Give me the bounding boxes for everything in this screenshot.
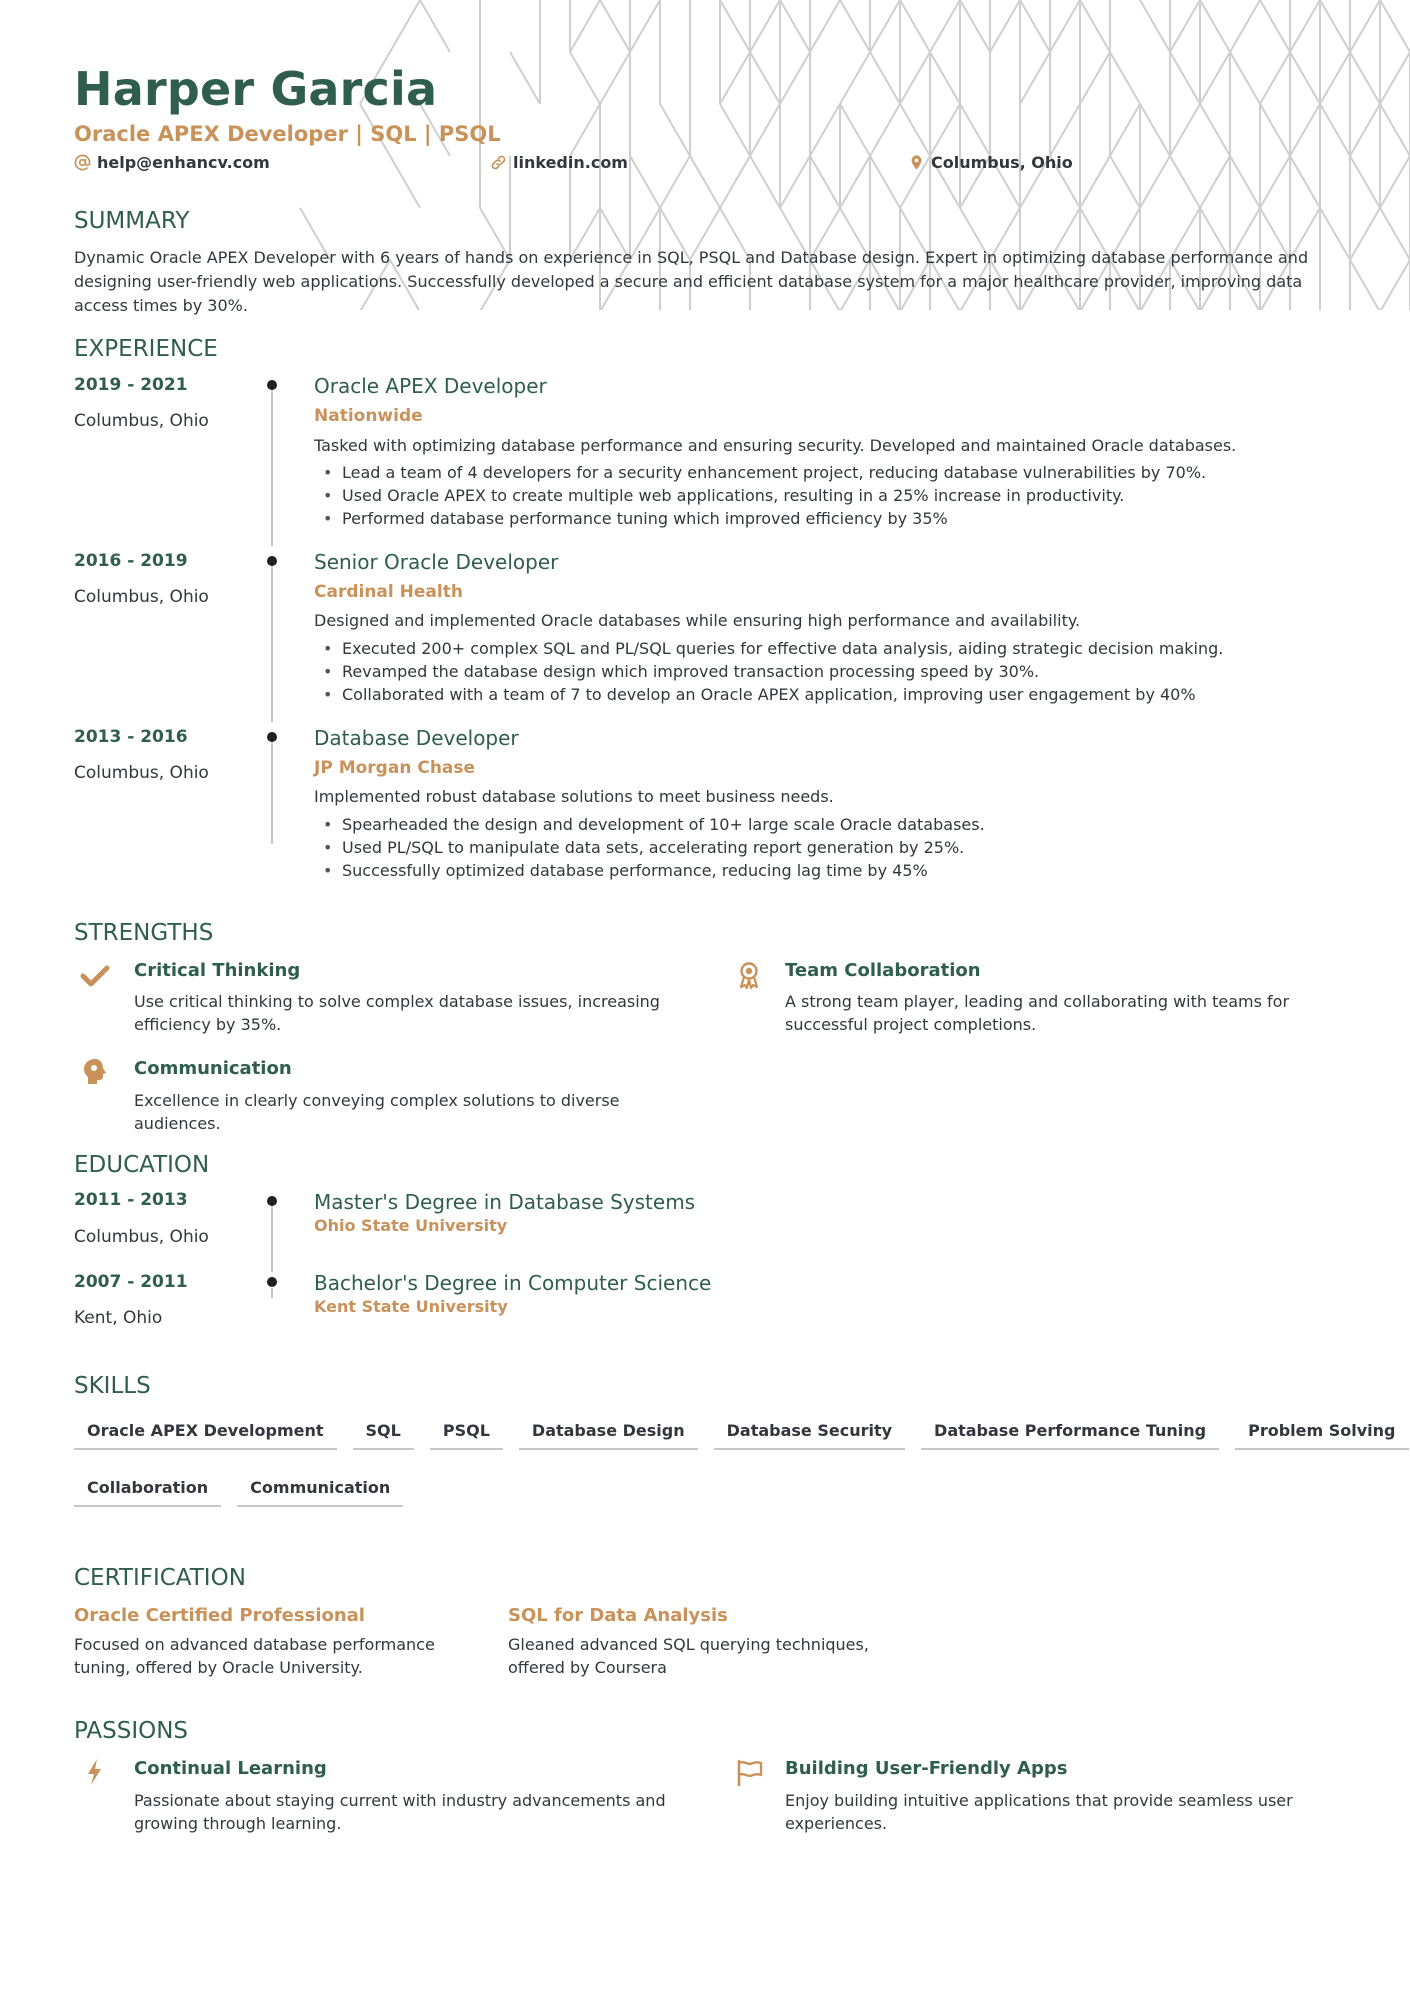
passion-title: Continual Learning <box>134 1758 327 1779</box>
pattern-line <box>840 52 870 104</box>
education-school: Ohio State University <box>314 1216 508 1235</box>
pattern-line <box>570 52 600 104</box>
job-bullet: • Used PL/SQL to manipulate data sets, accelerating report generation by 25%. <box>314 836 985 859</box>
pattern-line <box>570 0 600 52</box>
pattern-line <box>780 0 810 52</box>
pattern-line <box>900 104 930 156</box>
pattern-line <box>1050 104 1080 156</box>
pattern-line <box>810 0 840 52</box>
pattern-line <box>1350 312 1380 330</box>
job-description: Designed and implemented Oracle databases while ensuring high performance and availability. <box>314 611 1081 630</box>
job-location: Columbus, Ohio <box>74 763 209 783</box>
timeline-dot <box>267 556 277 566</box>
pattern-line <box>690 156 720 208</box>
job-dates: 2019 - 2021 <box>74 375 188 395</box>
strength-description: A strong team player, leading and collaborating with teams for successful project completions. <box>785 992 1290 1034</box>
job-title: Senior Oracle Developer <box>314 550 559 574</box>
contact-linkedin[interactable] <box>490 153 628 172</box>
award-icon <box>734 960 764 990</box>
pattern-line <box>1260 104 1290 156</box>
pattern-line <box>1170 156 1200 208</box>
flag-icon <box>734 1757 764 1787</box>
pattern-line <box>1320 0 1350 52</box>
certification-title: SQL for Data Analysis <box>508 1605 728 1626</box>
pattern-line <box>1170 0 1200 52</box>
pattern-line <box>1080 0 1110 52</box>
contact-location <box>908 153 1073 172</box>
certification-heading: CERTIFICATION <box>74 1565 246 1591</box>
timeline-dot <box>267 380 277 390</box>
pattern-line <box>930 104 960 156</box>
pattern-line <box>1050 0 1080 52</box>
pattern-line <box>1200 0 1230 52</box>
timeline-line <box>271 390 273 546</box>
pattern-line <box>1200 104 1230 156</box>
job-bullet: • Collaborated with a team of 7 to develop an Oracle APEX application, improving user engagement by 40% <box>314 683 1223 706</box>
pattern-line <box>1320 52 1350 104</box>
link-icon <box>490 154 507 171</box>
strength-title: Critical Thinking <box>134 960 301 981</box>
checkmark-icon <box>80 960 110 990</box>
job-bullet: • Spearheaded the design and development of 10+ large scale Oracle databases. <box>314 813 985 836</box>
job-bullet: • Successfully optimized database performance, reducing lag time by 45% <box>314 859 985 882</box>
pattern-line <box>1320 104 1350 156</box>
passions-heading: PASSIONS <box>74 1718 189 1744</box>
job-bullet: • Lead a team of 4 developers for a security enhancement project, reducing database vulnerabilities by 70%. <box>314 461 1206 484</box>
pattern-line <box>1080 156 1110 208</box>
pattern-line <box>750 104 780 156</box>
pattern-line <box>930 52 960 104</box>
passion-description: Passionate about staying current with industry advancements and growing through learning. <box>134 1791 666 1833</box>
pattern-line <box>1290 104 1320 156</box>
strengths-heading: STRENGTHS <box>74 920 214 946</box>
job-bullet: • Performed database performance tuning which improved efficiency by 35% <box>314 507 1206 530</box>
job-bullets <box>314 813 985 882</box>
pattern-line <box>1140 104 1170 156</box>
pattern-line <box>630 0 660 52</box>
pattern-line <box>1200 52 1230 104</box>
job-company: Nationwide <box>314 406 423 426</box>
summary-text: Dynamic Oracle APEX Developer with 6 years of hands on experience in SQL, PSQL and Database design. Expert in optimizing database performance and designing user-friendly web applications. Successfully developed a secure and efficient database system for a major healthcare provider, improving data access times by 30%. <box>74 248 1309 315</box>
job-description: Implemented robust database solutions to meet business needs. <box>314 787 834 806</box>
education-school: Kent State University <box>314 1297 508 1316</box>
candidate-title: Oracle APEX Developer | SQL | PSQL <box>74 122 501 146</box>
pattern-line <box>720 52 750 104</box>
job-dates: 2016 - 2019 <box>74 551 188 571</box>
pattern-line <box>1230 156 1260 208</box>
pattern-line <box>1170 104 1200 156</box>
pattern-line <box>810 104 840 156</box>
pattern-line <box>1260 0 1290 52</box>
pattern-line <box>390 156 420 208</box>
pattern-line <box>810 156 840 208</box>
pattern-line <box>1290 0 1320 52</box>
education-location: Columbus, Ohio <box>74 1227 209 1247</box>
pattern-line <box>750 0 780 52</box>
skills-row <box>74 1421 1409 1450</box>
pattern-line <box>570 104 600 156</box>
pattern-line <box>1350 0 1380 52</box>
pattern-line <box>900 52 930 104</box>
job-location: Columbus, Ohio <box>74 411 209 431</box>
skill-tag: PSQL <box>430 1421 503 1450</box>
pattern-line <box>1380 312 1410 330</box>
pattern-line <box>900 0 930 52</box>
job-location: Columbus, Ohio <box>74 587 209 607</box>
pattern-line <box>870 104 900 156</box>
pattern-line <box>990 0 1020 52</box>
pattern-line <box>1380 156 1410 208</box>
pattern-line <box>750 156 780 208</box>
contact-email[interactable] <box>74 153 270 172</box>
pattern-line <box>720 0 750 52</box>
pattern-line <box>930 0 960 52</box>
pattern-line <box>600 0 630 52</box>
pattern-line <box>1080 52 1110 104</box>
pattern-line <box>630 156 660 208</box>
timeline-dot <box>267 1196 277 1206</box>
timeline-line <box>271 742 273 844</box>
pattern-line <box>510 52 540 104</box>
strength-title: Communication <box>134 1058 292 1079</box>
skill-tag: Database Performance Tuning <box>921 1421 1219 1450</box>
job-bullets <box>314 637 1223 706</box>
job-bullet: • Revamped the database design which improved transaction processing speed by 30%. <box>314 660 1223 683</box>
certification-title: Oracle Certified Professional <box>74 1605 365 1626</box>
pattern-line <box>870 156 900 208</box>
strength-title: Team Collaboration <box>785 960 981 981</box>
pattern-line <box>1260 156 1290 208</box>
job-company: Cardinal Health <box>314 582 463 602</box>
pattern-line <box>1140 156 1170 208</box>
timeline-line <box>271 1288 273 1298</box>
pattern-line <box>960 104 990 156</box>
timeline-line <box>271 566 273 722</box>
pattern-line <box>1350 104 1380 156</box>
candidate-name: Harper Garcia <box>74 62 438 116</box>
job-description: Tasked with optimizing database performance and ensuring security. Developed and maintained Oracle databases. <box>314 436 1237 455</box>
education-heading: EDUCATION <box>74 1152 210 1178</box>
summary-heading: SUMMARY <box>74 208 190 234</box>
pattern-line <box>1020 52 1050 104</box>
skill-tag: Collaboration <box>74 1478 221 1507</box>
pattern-line <box>780 52 810 104</box>
pattern-line <box>1020 0 1050 52</box>
pattern-line <box>720 156 750 208</box>
skill-tag: Oracle APEX Development <box>74 1421 337 1450</box>
experience-heading: EXPERIENCE <box>74 336 218 362</box>
pattern-line <box>720 104 750 156</box>
strength-description: Use critical thinking to solve complex database issues, increasing efficiency by 35%. <box>134 992 660 1034</box>
pattern-line <box>1380 260 1410 312</box>
pattern-line <box>600 52 630 104</box>
pattern-line <box>1290 156 1320 208</box>
skills-row <box>74 1478 403 1507</box>
pattern-line <box>1380 52 1410 104</box>
location-text: Columbus, Ohio <box>931 153 1073 172</box>
pattern-line <box>1260 52 1290 104</box>
pattern-line <box>1200 156 1230 208</box>
pattern-line <box>840 156 870 208</box>
pattern-line <box>840 104 870 156</box>
job-title: Oracle APEX Developer <box>314 374 547 398</box>
timeline-line <box>271 1206 273 1272</box>
location-pin-icon <box>908 154 925 171</box>
pattern-line <box>1350 260 1380 312</box>
email-text: help@enhancv.com <box>97 153 270 172</box>
pattern-line <box>1170 52 1200 104</box>
skill-tag: Communication <box>237 1478 403 1507</box>
job-title: Database Developer <box>314 726 519 750</box>
pattern-line <box>1350 52 1380 104</box>
pattern-line <box>1290 52 1320 104</box>
skill-tag: Problem Solving <box>1235 1421 1408 1450</box>
job-dates: 2013 - 2016 <box>74 727 188 747</box>
pattern-line <box>1350 208 1380 260</box>
lightning-icon <box>80 1757 110 1787</box>
passion-title: Building User-Friendly Apps <box>785 1758 1068 1779</box>
pattern-line <box>1380 208 1410 260</box>
pattern-line <box>390 0 420 52</box>
certification-description: Gleaned advanced SQL querying techniques, offered by Coursera <box>508 1635 869 1677</box>
job-company: JP Morgan Chase <box>314 758 476 778</box>
pattern-line <box>1380 104 1410 156</box>
pattern-line <box>1110 156 1140 208</box>
skill-tag: Database Design <box>519 1421 698 1450</box>
strength-description: Excellence in clearly conveying complex solutions to diverse audiences. <box>134 1091 620 1133</box>
at-icon <box>74 154 91 171</box>
education-location: Kent, Ohio <box>74 1308 163 1328</box>
passion-description: Enjoy building intuitive applications that provide seamless user experiences. <box>785 1791 1293 1833</box>
education-dates: 2007 - 2011 <box>74 1272 188 1292</box>
pattern-line <box>1230 52 1260 104</box>
pattern-line <box>420 0 450 52</box>
job-bullet: • Executed 200+ complex SQL and PL/SQL queries for effective data analysis, aiding strategic decision making. <box>314 637 1223 660</box>
pattern-line <box>840 0 870 52</box>
pattern-line <box>1110 104 1140 156</box>
pattern-line <box>960 0 990 52</box>
pattern-line <box>750 52 780 104</box>
job-bullets <box>314 461 1206 530</box>
certification-description: Focused on advanced database performance tuning, offered by Oracle University. <box>74 1635 435 1677</box>
pattern-line <box>660 104 690 156</box>
pattern-line <box>1230 0 1260 52</box>
skill-tag: Database Security <box>714 1421 905 1450</box>
pattern-line <box>660 156 690 208</box>
pattern-line <box>870 0 900 52</box>
pattern-line <box>870 52 900 104</box>
job-bullet: • Used Oracle APEX to create multiple web applications, resulting in a 25% increase in productivity. <box>314 484 1206 507</box>
skills-heading: SKILLS <box>74 1373 151 1399</box>
education-degree: Bachelor's Degree in Computer Science <box>314 1271 712 1295</box>
education-dates: 2011 - 2013 <box>74 1190 188 1210</box>
head-icon <box>80 1056 110 1086</box>
linkedin-text: linkedin.com <box>513 153 628 172</box>
pattern-line <box>1140 0 1170 52</box>
skill-tag: SQL <box>353 1421 414 1450</box>
timeline-dot <box>267 732 277 742</box>
pattern-line <box>1350 156 1380 208</box>
pattern-line <box>1380 0 1410 52</box>
pattern-line <box>780 156 810 208</box>
education-degree: Master's Degree in Database Systems <box>314 1190 696 1214</box>
timeline-dot <box>267 1277 277 1287</box>
pattern-line <box>1110 52 1140 104</box>
